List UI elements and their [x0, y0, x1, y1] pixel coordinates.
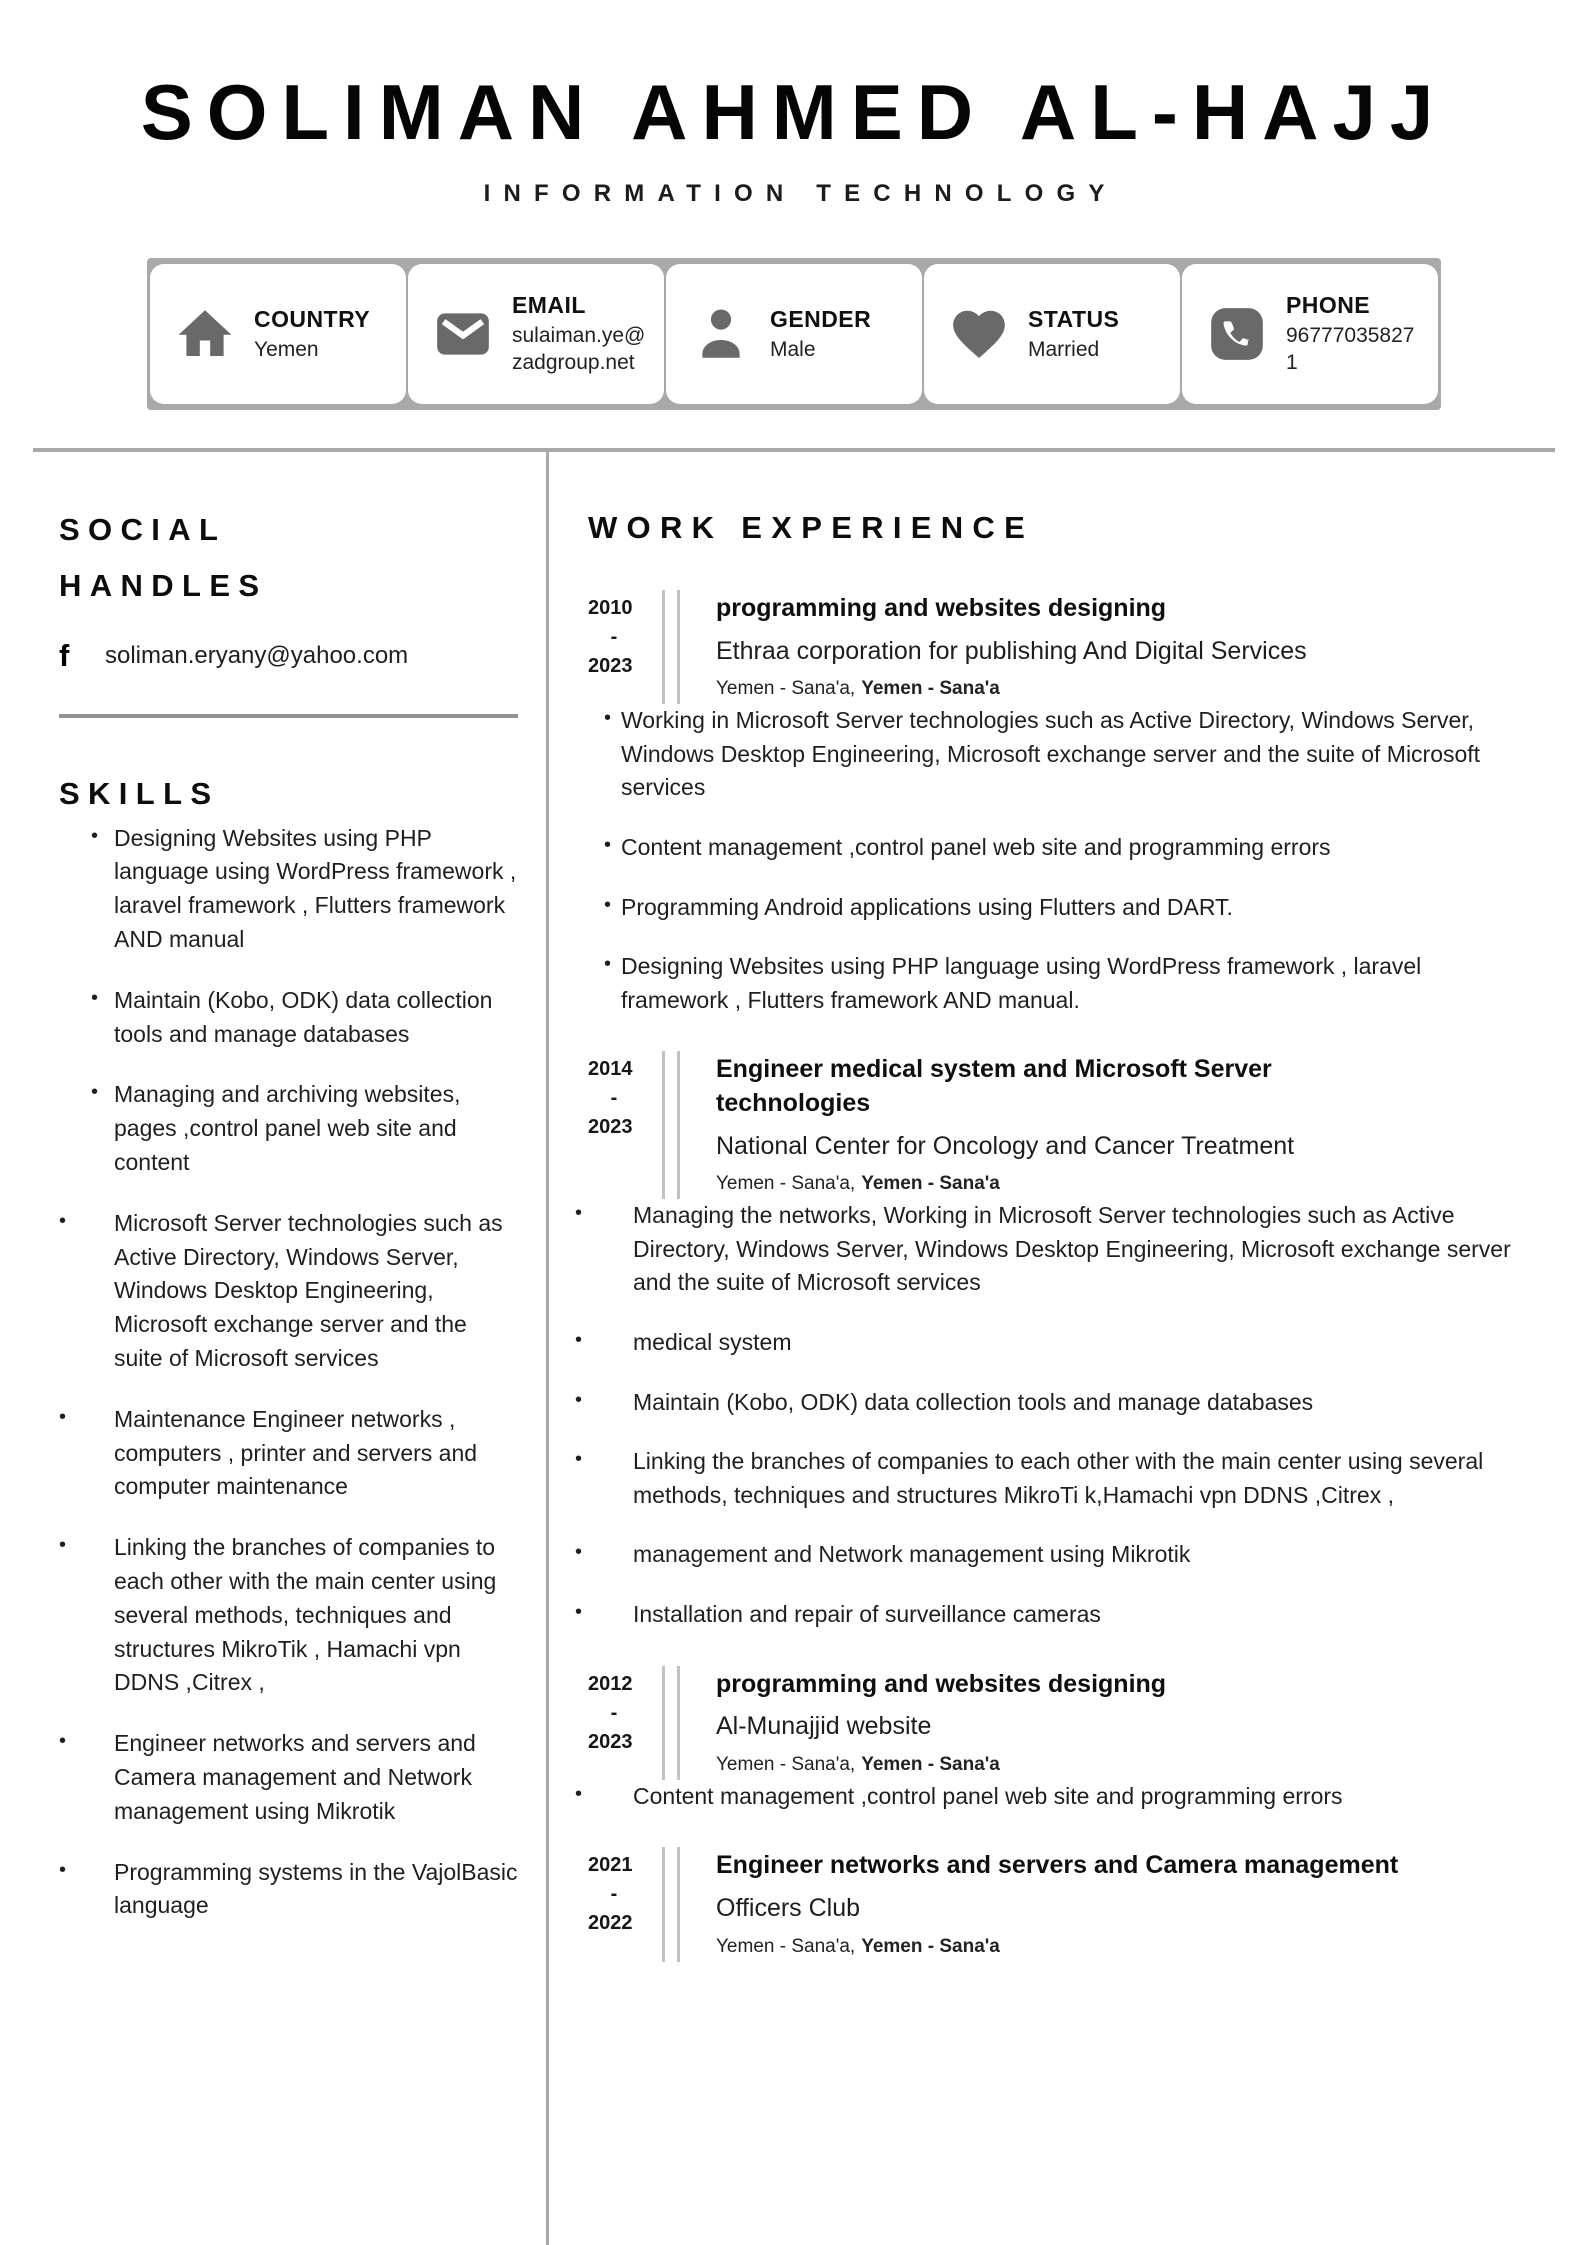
contact-label: GENDER — [770, 305, 872, 332]
skill-text: Programming systems in the VajolBasic language — [114, 1858, 518, 1919]
content-columns — [33, 452, 1555, 2245]
job-bullet — [588, 891, 1523, 925]
contact-card-phone — [1182, 264, 1438, 404]
job-start-year: 2012 — [588, 1672, 633, 1695]
bullet-icon — [575, 1199, 633, 1300]
contact-card-status — [924, 264, 1180, 404]
contact-card-gender — [666, 264, 922, 404]
job-location-prefix: Yemen - Sana'a, — [716, 1753, 856, 1775]
contact-value: 967770358271 — [1286, 324, 1415, 374]
bullet-icon — [604, 950, 621, 1017]
bullet-icon — [91, 984, 114, 1052]
date-dash: - — [610, 1087, 618, 1110]
date-dash: - — [610, 1883, 618, 1906]
person-icon — [690, 303, 752, 365]
skill-item — [59, 822, 518, 957]
job-location-bold: Yemen - Sana'a — [861, 1753, 1000, 1775]
skills-list — [59, 822, 518, 1924]
job-company: Al-Munajjid website — [716, 1712, 932, 1741]
contact-value: Married — [1028, 337, 1100, 361]
job-bullet-text: Designing Websites using PHP language using WordPress framework , laravel framework , Flutters framework AND manual. — [621, 953, 1422, 1013]
skill-text: Microsoft Server technologies such as Active Directory, Windows Server, Windows Desktop Engineering, Microsoft exchange server and the suite of Microsoft services — [114, 1209, 503, 1371]
bullet-icon — [59, 1856, 114, 1924]
right-column — [546, 452, 1555, 2245]
job-dates — [588, 1847, 650, 1961]
social-handles-heading: SOCIAL HANDLES — [59, 512, 268, 604]
contact-label: STATUS — [1028, 305, 1120, 332]
job-location — [716, 678, 1307, 700]
job-company: Officers Club — [716, 1894, 861, 1923]
job-company: National Center for Oncology and Cancer Treatment — [716, 1131, 1295, 1160]
contact-card-country — [150, 264, 406, 404]
job-company: Ethraa corporation for publishing And Digital Services — [716, 636, 1307, 665]
job-location-bold: Yemen - Sana'a — [861, 1935, 1000, 1957]
job-entry — [588, 1847, 1525, 1961]
job-bullet-text: Installation and repair of surveillance cameras — [633, 1600, 1101, 1627]
job-header-text — [716, 1847, 1398, 1961]
job-bullet — [588, 1538, 1523, 1572]
job-title: Engineer networks and servers and Camera management — [716, 1851, 1399, 1880]
skill-item — [59, 1078, 518, 1179]
job-location-bold: Yemen - Sana'a — [861, 1173, 1000, 1195]
bullet-icon — [59, 1531, 114, 1700]
contact-value: sulaiman.ye@zadgroup.net — [512, 324, 646, 374]
job-bullet-list — [588, 704, 1523, 1017]
bullet-icon — [59, 1727, 114, 1828]
skill-text: Linking the branches of companies to each other with the main center using several methods, techniques and structures MikroTik , Hamachi vpn DDNS ,Citrex , — [114, 1534, 497, 1696]
job-header — [588, 1051, 1525, 1199]
timeline-rails — [662, 1666, 680, 1780]
bullet-icon — [91, 822, 114, 957]
skills-section — [59, 766, 518, 1923]
contact-label: COUNTRY — [254, 305, 371, 332]
job-bullet — [588, 1445, 1523, 1512]
job-bullet-text: Working in Microsoft Server technologies such as Active Directory, Windows Server, Windows Desktop Engineering, Microsoft exchange server and the suite of Microsoft services — [621, 707, 1481, 801]
social-handles-section — [59, 502, 518, 718]
work-experience-heading: WORK EXPERIENCE — [588, 510, 1035, 546]
skill-item — [59, 1727, 518, 1828]
bullet-icon — [575, 1445, 633, 1512]
job-dates — [588, 1666, 650, 1780]
timeline-rails — [662, 1847, 680, 1961]
skill-text: Managing and archiving websites, pages ,control panel web site and content — [114, 1081, 461, 1175]
job-start-year: 2021 — [588, 1854, 633, 1877]
skill-item — [59, 1531, 518, 1700]
bullet-icon — [575, 1326, 633, 1360]
job-location-prefix: Yemen - Sana'a, — [716, 678, 856, 700]
skill-text: Maintenance Engineer networks , computers , printer and servers and computer maintenance — [114, 1405, 478, 1500]
left-column — [33, 452, 546, 2245]
contact-value: Yemen — [254, 337, 319, 361]
bullet-icon — [604, 704, 621, 805]
bullet-icon — [575, 1598, 633, 1632]
job-end-year: 2023 — [588, 1730, 633, 1753]
contact-bar — [147, 258, 1441, 410]
job-bullet — [588, 1326, 1523, 1360]
job-end-year: 2023 — [588, 1116, 633, 1139]
job-bullet — [588, 704, 1523, 805]
contact-label: EMAIL — [512, 292, 586, 319]
social-item — [59, 638, 518, 674]
social-handle-value: soliman.eryany@yahoo.com — [105, 641, 409, 669]
page-title: SOLIMAN AHMED AL-HAJJ — [140, 68, 1448, 156]
job-header-text — [716, 1051, 1416, 1199]
facebook-icon — [59, 638, 105, 674]
job-header — [588, 590, 1525, 704]
bullet-icon — [575, 1780, 633, 1814]
skill-text: Maintain (Kobo, ODK) data collection tools and manage databases — [114, 986, 493, 1047]
job-start-year: 2010 — [588, 597, 633, 620]
timeline-rails — [662, 590, 680, 704]
job-bullet-text: Linking the branches of companies to each other with the main center using several methods, techniques and structures MikroTi k,Hamachi vpn DDNS ,Citrex , — [633, 1448, 1484, 1508]
skill-item — [59, 1403, 518, 1504]
contact-card-email — [408, 264, 664, 404]
job-header-text — [716, 590, 1307, 704]
skill-text: Engineer networks and servers and Camera management and Network management using Mikrotik — [114, 1730, 476, 1824]
job-bullet-text: Programming Android applications using Flutters and DART. — [621, 893, 1233, 920]
timeline-rails — [662, 1051, 680, 1199]
skill-item — [59, 984, 518, 1052]
date-dash: - — [610, 1701, 618, 1724]
skill-item — [59, 1856, 518, 1924]
skill-item — [59, 1207, 518, 1376]
job-bullet-text: Content management ,control panel web site and programming errors — [621, 834, 1331, 861]
bullet-icon — [604, 891, 621, 925]
job-bullet-text: medical system — [633, 1329, 792, 1356]
job-bullet-text: management and Network management using Mikrotik — [633, 1541, 1191, 1568]
job-bullet — [588, 831, 1523, 865]
job-header — [588, 1666, 1525, 1780]
job-dates — [588, 590, 650, 704]
bullet-icon — [59, 1207, 114, 1376]
bullet-icon — [575, 1538, 633, 1572]
job-entry — [588, 1051, 1525, 1631]
job-bullet — [588, 1386, 1523, 1420]
job-dates — [588, 1051, 650, 1199]
job-bullet — [588, 1199, 1523, 1300]
mail-icon — [432, 303, 494, 365]
job-bullet-list — [588, 1780, 1523, 1814]
job-bullet-text: Managing the networks, Working in Microsoft Server technologies such as Active Directory, Windows Server, Windows Desktop Engineering, Microsoft exchange server and the suite of Microsoft services — [633, 1202, 1511, 1296]
job-title: programming and websites designing — [716, 594, 1167, 623]
job-location — [716, 1173, 1416, 1195]
bullet-icon — [91, 1078, 114, 1179]
job-entry — [588, 1666, 1525, 1814]
home-icon — [174, 303, 236, 365]
bullet-icon — [575, 1386, 633, 1420]
job-header — [588, 1847, 1525, 1961]
profession-subtitle: INFORMATION TECHNOLOGY — [483, 180, 1118, 208]
job-title: Engineer medical system and Microsoft Server technologies — [716, 1055, 1272, 1118]
date-dash: - — [610, 626, 618, 649]
contact-value: Male — [770, 337, 816, 361]
job-title: programming and websites designing — [716, 1669, 1167, 1698]
phone-icon — [1206, 303, 1268, 365]
job-bullet — [588, 950, 1523, 1017]
job-entry — [588, 590, 1525, 1017]
skills-heading: SKILLS — [59, 775, 220, 811]
job-location — [716, 1936, 1398, 1958]
heart-icon — [948, 303, 1010, 365]
job-location — [716, 1754, 1166, 1776]
job-start-year: 2014 — [588, 1058, 633, 1081]
job-header-text — [716, 1666, 1166, 1780]
job-location-bold: Yemen - Sana'a — [861, 678, 1000, 700]
job-end-year: 2023 — [588, 655, 633, 678]
job-location-prefix: Yemen - Sana'a, — [716, 1935, 856, 1957]
contact-label: PHONE — [1286, 292, 1371, 319]
skill-text: Designing Websites using PHP language using WordPress framework , laravel framework , Flutters framework AND manual — [114, 824, 517, 953]
job-bullet-text: Content management ,control panel web site and programming errors — [633, 1782, 1343, 1809]
job-bullet — [588, 1598, 1523, 1632]
job-bullet — [588, 1780, 1523, 1814]
job-bullet-text: Maintain (Kobo, ODK) data collection tools and manage databases — [633, 1388, 1314, 1415]
bullet-icon — [604, 831, 621, 865]
job-location-prefix: Yemen - Sana'a, — [716, 1173, 856, 1195]
job-bullet-list — [588, 1199, 1523, 1631]
job-end-year: 2022 — [588, 1912, 633, 1935]
bullet-icon — [59, 1403, 114, 1504]
